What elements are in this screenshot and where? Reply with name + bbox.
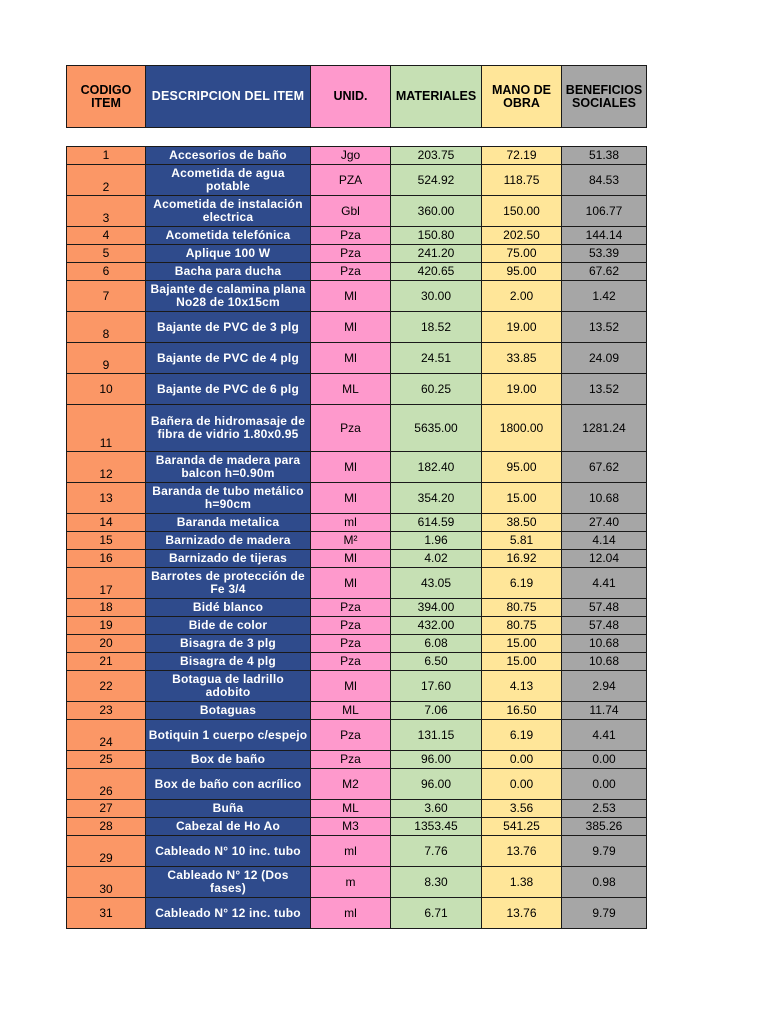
item-mano-obra: 0.00 xyxy=(482,769,562,800)
item-materiales: 6.71 xyxy=(391,898,482,929)
item-mano-obra: 19.00 xyxy=(482,374,562,405)
item-code: 6 xyxy=(67,263,146,281)
item-unit: Pza xyxy=(311,751,391,769)
item-beneficios: 57.48 xyxy=(562,617,647,635)
item-mano-obra: 6.19 xyxy=(482,720,562,751)
item-materiales: 614.59 xyxy=(391,514,482,532)
item-materiales: 432.00 xyxy=(391,617,482,635)
item-mano-obra: 5.81 xyxy=(482,532,562,550)
item-materiales: 150.80 xyxy=(391,227,482,245)
header-descripcion: DESCRIPCION DEL ITEM xyxy=(146,66,311,128)
item-materiales: 43.05 xyxy=(391,568,482,599)
item-code: 13 xyxy=(67,483,146,514)
item-unit: Jgo xyxy=(311,147,391,165)
item-unit: Ml xyxy=(311,452,391,483)
item-materiales: 1353.45 xyxy=(391,818,482,836)
item-code: 9 xyxy=(67,343,146,374)
item-description: Baranda de tubo metálico h=90cm xyxy=(146,483,311,514)
item-mano-obra: 75.00 xyxy=(482,245,562,263)
item-mano-obra: 118.75 xyxy=(482,165,562,196)
item-description: Box de baño con acrílico xyxy=(146,769,311,800)
item-materiales: 5635.00 xyxy=(391,405,482,452)
item-beneficios: 4.41 xyxy=(562,720,647,751)
table-row xyxy=(67,568,647,599)
item-description: Bajante de calamina plana No28 de 10x15cm xyxy=(146,281,311,312)
item-unit: m xyxy=(311,867,391,898)
table-row xyxy=(67,452,647,483)
item-unit: Ml xyxy=(311,671,391,702)
item-mano-obra: 13.76 xyxy=(482,836,562,867)
table-row xyxy=(67,227,647,245)
item-code: 5 xyxy=(67,245,146,263)
header-mano-obra: MANO DE OBRA xyxy=(482,66,562,128)
item-mano-obra: 15.00 xyxy=(482,653,562,671)
item-beneficios: 10.68 xyxy=(562,483,647,514)
table-row xyxy=(67,671,647,702)
table-row xyxy=(67,532,647,550)
table-row xyxy=(67,245,647,263)
item-code: 29 xyxy=(67,836,146,867)
table-row xyxy=(67,147,647,165)
item-code: 15 xyxy=(67,532,146,550)
item-mano-obra: 2.00 xyxy=(482,281,562,312)
header-unidad: UNID. xyxy=(311,66,391,128)
item-materiales: 17.60 xyxy=(391,671,482,702)
item-code: 10 xyxy=(67,374,146,405)
item-code: 21 xyxy=(67,653,146,671)
item-materiales: 7.06 xyxy=(391,702,482,720)
item-description: Cableado N° 12 inc. tubo xyxy=(146,898,311,929)
table-row xyxy=(67,720,647,751)
item-description: Botagua de ladrillo adobito xyxy=(146,671,311,702)
table-row xyxy=(67,653,647,671)
item-code: 27 xyxy=(67,800,146,818)
item-beneficios: 0.98 xyxy=(562,867,647,898)
item-mano-obra: 202.50 xyxy=(482,227,562,245)
table-row xyxy=(67,818,647,836)
item-mano-obra: 16.92 xyxy=(482,550,562,568)
item-code: 14 xyxy=(67,514,146,532)
item-mano-obra: 6.19 xyxy=(482,568,562,599)
item-description: Bide de color xyxy=(146,617,311,635)
item-description: Barnizado de tijeras xyxy=(146,550,311,568)
item-description: Accesorios de baño xyxy=(146,147,311,165)
item-unit: Ml xyxy=(311,312,391,343)
item-code: 2 xyxy=(67,165,146,196)
item-description: Botiquin 1 cuerpo c/espejo xyxy=(146,720,311,751)
item-beneficios: 27.40 xyxy=(562,514,647,532)
table-row xyxy=(67,898,647,929)
item-code: 4 xyxy=(67,227,146,245)
item-description: Bisagra de 4 plg xyxy=(146,653,311,671)
item-materiales: 24.51 xyxy=(391,343,482,374)
item-description: Aplique 100 W xyxy=(146,245,311,263)
item-unit: ml xyxy=(311,514,391,532)
item-materiales: 4.02 xyxy=(391,550,482,568)
item-unit: Pza xyxy=(311,405,391,452)
table-row xyxy=(67,263,647,281)
item-code: 3 xyxy=(67,196,146,227)
item-description: Acometida de agua potable xyxy=(146,165,311,196)
table-row xyxy=(67,514,647,532)
item-code: 19 xyxy=(67,617,146,635)
item-description: Buña xyxy=(146,800,311,818)
item-description: Bacha para ducha xyxy=(146,263,311,281)
item-beneficios: 2.94 xyxy=(562,671,647,702)
item-code: 1 xyxy=(67,147,146,165)
item-beneficios: 4.14 xyxy=(562,532,647,550)
table-row xyxy=(67,867,647,898)
item-unit: ml xyxy=(311,898,391,929)
items-table xyxy=(66,146,647,929)
item-code: 25 xyxy=(67,751,146,769)
item-description: Cabezal de Ho Ao xyxy=(146,818,311,836)
item-unit: PZA xyxy=(311,165,391,196)
item-mano-obra: 4.13 xyxy=(482,671,562,702)
table-row xyxy=(67,635,647,653)
item-beneficios: 4.41 xyxy=(562,568,647,599)
item-beneficios: 0.00 xyxy=(562,751,647,769)
item-beneficios: 67.62 xyxy=(562,452,647,483)
table-row xyxy=(67,751,647,769)
item-beneficios: 12.04 xyxy=(562,550,647,568)
table-row xyxy=(67,769,647,800)
item-beneficios: 67.62 xyxy=(562,263,647,281)
item-code: 20 xyxy=(67,635,146,653)
item-unit: Gbl xyxy=(311,196,391,227)
item-description: Botaguas xyxy=(146,702,311,720)
item-materiales: 60.25 xyxy=(391,374,482,405)
item-mano-obra: 38.50 xyxy=(482,514,562,532)
item-materiales: 6.08 xyxy=(391,635,482,653)
table-row xyxy=(67,405,647,452)
item-unit: Pza xyxy=(311,599,391,617)
item-description: Bisagra de 3 plg xyxy=(146,635,311,653)
item-description: Acometida de instalación electrica xyxy=(146,196,311,227)
item-materiales: 524.92 xyxy=(391,165,482,196)
item-code: 28 xyxy=(67,818,146,836)
table-row xyxy=(67,483,647,514)
item-beneficios: 1.42 xyxy=(562,281,647,312)
item-unit: Pza xyxy=(311,617,391,635)
item-beneficios: 13.52 xyxy=(562,374,647,405)
item-materiales: 360.00 xyxy=(391,196,482,227)
item-description: Bidé blanco xyxy=(146,599,311,617)
item-beneficios: 9.79 xyxy=(562,836,647,867)
table-row xyxy=(67,617,647,635)
item-code: 16 xyxy=(67,550,146,568)
item-description: Acometida telefónica xyxy=(146,227,311,245)
item-unit: Ml xyxy=(311,281,391,312)
item-unit: M2 xyxy=(311,769,391,800)
item-mano-obra: 72.19 xyxy=(482,147,562,165)
header-materiales: MATERIALES xyxy=(391,66,482,128)
item-mano-obra: 13.76 xyxy=(482,898,562,929)
item-mano-obra: 80.75 xyxy=(482,617,562,635)
table-row xyxy=(67,374,647,405)
items-body xyxy=(67,147,647,929)
item-beneficios: 2.53 xyxy=(562,800,647,818)
item-materiales: 96.00 xyxy=(391,769,482,800)
item-materiales: 96.00 xyxy=(391,751,482,769)
item-beneficios: 0.00 xyxy=(562,769,647,800)
item-unit: Ml xyxy=(311,568,391,599)
table-row xyxy=(67,196,647,227)
item-materiales: 354.20 xyxy=(391,483,482,514)
item-unit: Ml xyxy=(311,550,391,568)
item-unit: ML xyxy=(311,702,391,720)
header-beneficios: BENEFICIOS SOCIALES xyxy=(562,66,647,128)
item-description: Bajante de PVC de 6 plg xyxy=(146,374,311,405)
item-mano-obra: 16.50 xyxy=(482,702,562,720)
item-unit: Pza xyxy=(311,635,391,653)
item-materiales: 3.60 xyxy=(391,800,482,818)
item-description: Cableado N° 12 (Dos fases) xyxy=(146,867,311,898)
item-beneficios: 10.68 xyxy=(562,653,647,671)
item-code: 24 xyxy=(67,720,146,751)
item-mano-obra: 95.00 xyxy=(482,452,562,483)
item-beneficios: 24.09 xyxy=(562,343,647,374)
item-code: 8 xyxy=(67,312,146,343)
item-mano-obra: 15.00 xyxy=(482,483,562,514)
item-description: Bañera de hidromasaje de fibra de vidrio 1.80x0.95 xyxy=(146,405,311,452)
item-code: 18 xyxy=(67,599,146,617)
item-mano-obra: 541.25 xyxy=(482,818,562,836)
item-materiales: 203.75 xyxy=(391,147,482,165)
item-unit: Ml xyxy=(311,483,391,514)
item-materiales: 1.96 xyxy=(391,532,482,550)
table-row xyxy=(67,343,647,374)
item-description: Barnizado de madera xyxy=(146,532,311,550)
item-materiales: 7.76 xyxy=(391,836,482,867)
item-unit: ML xyxy=(311,374,391,405)
item-description: Cableado N° 10 inc. tubo xyxy=(146,836,311,867)
item-materiales: 420.65 xyxy=(391,263,482,281)
item-code: 31 xyxy=(67,898,146,929)
item-unit: M² xyxy=(311,532,391,550)
item-unit: Pza xyxy=(311,263,391,281)
table-row xyxy=(67,599,647,617)
item-materiales: 30.00 xyxy=(391,281,482,312)
item-code: 7 xyxy=(67,281,146,312)
item-unit: Pza xyxy=(311,227,391,245)
item-beneficios: 144.14 xyxy=(562,227,647,245)
item-unit: Pza xyxy=(311,653,391,671)
item-beneficios: 57.48 xyxy=(562,599,647,617)
item-mano-obra: 1800.00 xyxy=(482,405,562,452)
item-code: 23 xyxy=(67,702,146,720)
item-mano-obra: 15.00 xyxy=(482,635,562,653)
table-row xyxy=(67,165,647,196)
header-row xyxy=(67,66,647,128)
table-row xyxy=(67,836,647,867)
item-beneficios: 1281.24 xyxy=(562,405,647,452)
item-materiales: 241.20 xyxy=(391,245,482,263)
item-unit: ml xyxy=(311,836,391,867)
item-mano-obra: 0.00 xyxy=(482,751,562,769)
item-mano-obra: 95.00 xyxy=(482,263,562,281)
item-unit: M3 xyxy=(311,818,391,836)
item-code: 22 xyxy=(67,671,146,702)
item-code: 26 xyxy=(67,769,146,800)
item-description: Barrotes de protección de Fe 3/4 xyxy=(146,568,311,599)
item-code: 11 xyxy=(67,405,146,452)
item-description: Box de baño xyxy=(146,751,311,769)
item-unit: Ml xyxy=(311,343,391,374)
item-unit: Pza xyxy=(311,720,391,751)
item-unit: ML xyxy=(311,800,391,818)
table-row xyxy=(67,312,647,343)
table-row xyxy=(67,702,647,720)
item-beneficios: 10.68 xyxy=(562,635,647,653)
item-materiales: 131.15 xyxy=(391,720,482,751)
table-row xyxy=(67,550,647,568)
item-beneficios: 51.38 xyxy=(562,147,647,165)
item-beneficios: 53.39 xyxy=(562,245,647,263)
item-description: Bajante de PVC de 3 plg xyxy=(146,312,311,343)
item-mano-obra: 33.85 xyxy=(482,343,562,374)
item-beneficios: 385.26 xyxy=(562,818,647,836)
item-description: Bajante de PVC de 4 plg xyxy=(146,343,311,374)
item-code: 12 xyxy=(67,452,146,483)
item-mano-obra: 150.00 xyxy=(482,196,562,227)
item-description: Baranda de madera para balcon h=0.90m xyxy=(146,452,311,483)
item-mano-obra: 1.38 xyxy=(482,867,562,898)
item-mano-obra: 80.75 xyxy=(482,599,562,617)
header-table xyxy=(66,65,647,128)
item-materiales: 182.40 xyxy=(391,452,482,483)
item-materiales: 18.52 xyxy=(391,312,482,343)
item-materiales: 6.50 xyxy=(391,653,482,671)
item-beneficios: 11.74 xyxy=(562,702,647,720)
table-row xyxy=(67,800,647,818)
table-row xyxy=(67,281,647,312)
item-code: 17 xyxy=(67,568,146,599)
item-beneficios: 84.53 xyxy=(562,165,647,196)
item-mano-obra: 19.00 xyxy=(482,312,562,343)
item-code: 30 xyxy=(67,867,146,898)
item-materiales: 394.00 xyxy=(391,599,482,617)
item-materiales: 8.30 xyxy=(391,867,482,898)
header-codigo: CODIGO ITEM xyxy=(67,66,146,128)
item-beneficios: 13.52 xyxy=(562,312,647,343)
item-beneficios: 106.77 xyxy=(562,196,647,227)
item-mano-obra: 3.56 xyxy=(482,800,562,818)
item-description: Baranda metalica xyxy=(146,514,311,532)
item-beneficios: 9.79 xyxy=(562,898,647,929)
item-unit: Pza xyxy=(311,245,391,263)
